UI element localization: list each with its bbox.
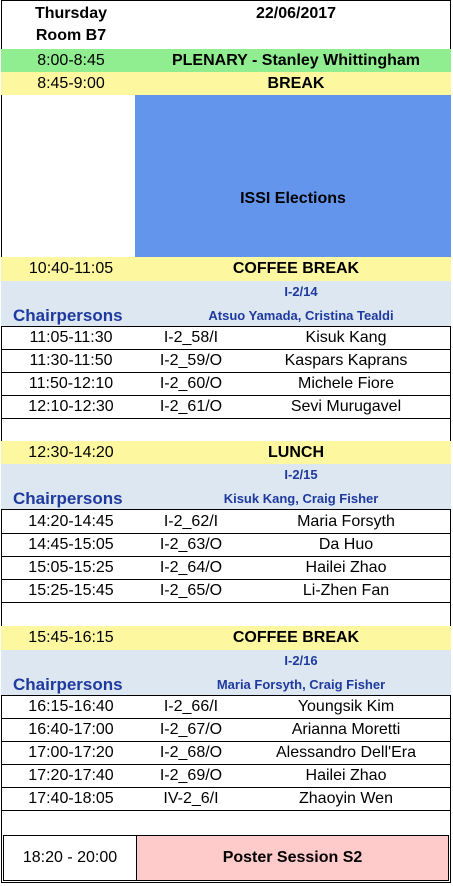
- talk-code: I-2_58/I: [163, 329, 219, 346]
- plenary-row: [1, 49, 451, 72]
- break-title: BREAK: [267, 74, 325, 92]
- talk-code: I-2_59/O: [159, 352, 223, 369]
- lunch-title: LUNCH: [268, 443, 324, 461]
- talk-speaker: Maria Forsyth: [297, 513, 395, 530]
- talk-code: I-2_68/O: [159, 744, 223, 761]
- talk-row: [1, 511, 451, 534]
- talk-row: [1, 742, 451, 765]
- talk-speaker: Kisuk Kang: [305, 329, 387, 346]
- talk-row: [1, 580, 451, 603]
- coffee-break-row: [1, 626, 451, 650]
- poster-title: Poster Session S2: [136, 836, 448, 880]
- lunch-time: 12:30-14:20: [28, 443, 114, 461]
- talk-speaker: Sevi Murugavel: [290, 398, 402, 415]
- elections-title: ISSI Elections: [240, 190, 346, 207]
- talk-row: [1, 534, 451, 557]
- session-code: I-2/14: [284, 284, 318, 299]
- talk-code: I-2_63/O: [159, 536, 223, 553]
- talk-speaker: Arianna Moretti: [291, 721, 401, 738]
- talk-speaker: Hailei Zhao: [305, 559, 387, 576]
- talk-row: [1, 557, 451, 580]
- session-code: I-2/16: [284, 653, 318, 668]
- talk-row: [1, 719, 451, 742]
- talk-row: [1, 350, 451, 373]
- chairpersons-label: Chairpersons: [13, 675, 123, 694]
- talk-row: [1, 788, 451, 811]
- poster-row: [3, 835, 449, 881]
- talk-time: 15:25-15:45: [28, 582, 114, 599]
- talk-speaker: Hailei Zhao: [305, 767, 387, 784]
- coffee-break-time: 10:40-11:05: [28, 260, 114, 277]
- room-label: Room B7: [35, 27, 107, 44]
- talk-code: I-2_66/I: [163, 698, 219, 715]
- coffee-break-row: [1, 257, 451, 281]
- plenary-time: 8:00-8:45: [37, 51, 105, 69]
- talk-code: I-2_61/O: [159, 398, 223, 415]
- talk-speaker: Zhaoyin Wen: [299, 790, 393, 807]
- break-row: [1, 72, 451, 95]
- session-code: I-2/15: [284, 467, 318, 482]
- talk-time: 17:00-17:20: [28, 744, 114, 761]
- talk-time: 11:50-12:10: [28, 375, 114, 392]
- date-label: 22/06/2017: [255, 5, 337, 22]
- coffee-break-title: COFFEE BREAK: [232, 260, 360, 277]
- talk-time: 16:40-17:00: [28, 721, 114, 738]
- coffee-break-time: 15:45-16:15: [28, 629, 114, 646]
- talk-code: I-2_69/O: [159, 767, 223, 784]
- talk-row: [1, 373, 451, 396]
- header: [1, 0, 451, 49]
- talk-time: 11:30-11:50: [29, 352, 113, 369]
- session-header: [1, 464, 451, 510]
- talk-time: 14:20-14:45: [28, 513, 114, 530]
- chairpersons-label: Chairpersons: [13, 489, 123, 508]
- talk-code: I-2_60/O: [159, 375, 223, 392]
- plenary-title: PLENARY - Stanley Whittingham: [171, 51, 420, 69]
- break-time: 8:45-9:00: [37, 74, 105, 92]
- talk-time: 17:20-17:40: [28, 767, 114, 784]
- talk-time: 16:15-16:40: [28, 698, 114, 715]
- talk-speaker: Alessandro Dell'Era: [275, 744, 416, 761]
- talk-time: 17:40-18:05: [28, 790, 114, 807]
- talk-time: 14:45-15:05: [28, 536, 114, 553]
- session-chairs: Kisuk Kang, Craig Fisher: [223, 491, 379, 506]
- session-header: [1, 650, 451, 696]
- talk-row: [1, 696, 451, 719]
- day-label: Thursday: [34, 5, 107, 22]
- talk-speaker: Kaspars Kaprans: [284, 352, 408, 369]
- chairpersons-label: Chairpersons: [13, 306, 123, 325]
- talk-speaker: Michele Fiore: [297, 375, 395, 392]
- lunch-row: [1, 441, 451, 464]
- talk-code: I-2_67/O: [159, 721, 223, 738]
- talk-speaker: Youngsik Kim: [297, 698, 395, 715]
- talk-code: I-2_65/O: [159, 582, 223, 599]
- talk-row: [1, 765, 451, 788]
- talk-row: [1, 396, 451, 419]
- talk-code: I-2_62/I: [163, 513, 219, 530]
- poster-time: 18:20 - 20:00: [22, 849, 118, 866]
- session-chairs: Maria Forsyth, Craig Fisher: [216, 677, 386, 692]
- session-header: [1, 281, 451, 327]
- talk-code: I-2_64/O: [159, 559, 223, 576]
- talk-speaker: Da Huo: [318, 536, 374, 553]
- elections-block: [135, 95, 451, 257]
- coffee-break-title: COFFEE BREAK: [232, 629, 360, 646]
- talk-speaker: Li-Zhen Fan: [302, 582, 390, 599]
- talk-row: [1, 327, 451, 350]
- talk-time: 15:05-15:25: [28, 559, 114, 576]
- talk-code: IV-2_6/I: [163, 790, 219, 807]
- session-chairs: Atsuo Yamada, Cristina Tealdi: [208, 308, 394, 323]
- talk-time: 12:10-12:30: [28, 398, 114, 415]
- talk-time: 11:05-11:30: [29, 329, 113, 346]
